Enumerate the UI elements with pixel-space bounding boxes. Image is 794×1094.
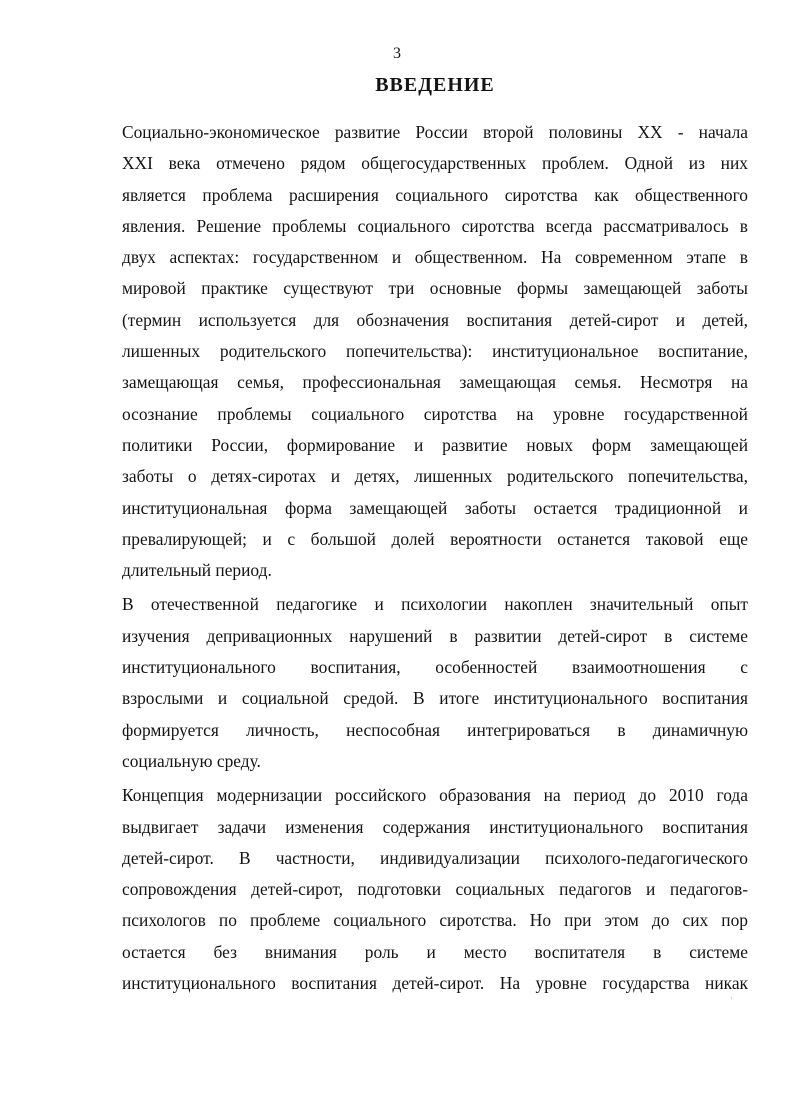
text-line: (термин используется для обозначения воспитания детей-сирот и детей, — [122, 309, 748, 330]
text-line: выдвигает задачи изменения содержания институционального воспитания — [122, 816, 748, 837]
text-line: институциональная форма замещающей заботы остается традиционной и — [122, 497, 748, 518]
text-line: социальную среду. — [122, 750, 261, 771]
text-line: заботы о детях-сиротах и детях, лишенных родительского попечительства, — [122, 466, 748, 487]
text-line: XXI века отмечено рядом общегосударственных проблем. Одной из них — [122, 153, 748, 174]
text-line: мировой практике существуют три основные формы замещающей заботы — [122, 278, 748, 299]
paragraph-2 — [122, 589, 748, 777]
text-line: двух аспектах: государственном и общественном. На современном этапе в — [122, 247, 748, 268]
text-line: является проблема расширения социального сиротства как общественного — [122, 184, 748, 205]
text-line: детей-сирот. В частности, индивидуализации психолого-педагогического — [122, 847, 748, 868]
text-line: институционального воспитания детей-сирот. На уровне государства никак — [122, 973, 748, 994]
body-text — [122, 117, 748, 1002]
page-number: 3 — [393, 45, 401, 62]
text-line: явления. Решение проблемы социального сиротства всегда рассматривалось в — [122, 215, 748, 236]
paragraph-1 — [122, 117, 748, 586]
text-line: замещающая семья, профессиональная замещающая семья. Несмотря на — [122, 372, 748, 393]
text-line: осознание проблемы социального сиротства на уровне государственной — [122, 403, 748, 424]
paragraph-3 — [122, 780, 748, 999]
text-line: взрослыми и социальной средой. В итоге институционального воспитания — [122, 688, 748, 709]
text-line: длительный период. — [122, 560, 272, 581]
text-line: Социально-экономическое развитие России второй половины XX - начала — [122, 122, 748, 142]
text-line: превалирующей; и с большой долей вероятности останется таковой еще — [122, 528, 748, 549]
scan-speck: · — [730, 994, 733, 1003]
text-line: изучения депривационных нарушений в развитии детей-сирот в системе — [122, 625, 748, 646]
text-line: формируется личность, неспособная интегрироваться в динамичную — [122, 719, 748, 740]
page-title: ВВЕДЕНИЕ — [375, 74, 495, 96]
text-line: психологов по проблеме социального сиротства. Но при этом до сих пор — [122, 910, 748, 931]
text-line: Концепция модернизации российского образования на период до 2010 года — [122, 785, 748, 806]
text-line: сопровождения детей-сирот, подготовки социальных педагогов и педагогов- — [122, 879, 748, 900]
text-line: остается без внимания роль и место воспитателя в системе — [122, 941, 748, 962]
text-line: политики России, формирование и развитие новых форм замещающей — [122, 434, 748, 455]
text-line: В отечественной педагогике и психологии накоплен значительный опыт — [122, 594, 748, 615]
text-line: лишенных родительского попечительства): институциональное воспитание, — [122, 341, 748, 362]
text-line: институционального воспитания, особенностей взаимоотношения с — [122, 657, 748, 678]
